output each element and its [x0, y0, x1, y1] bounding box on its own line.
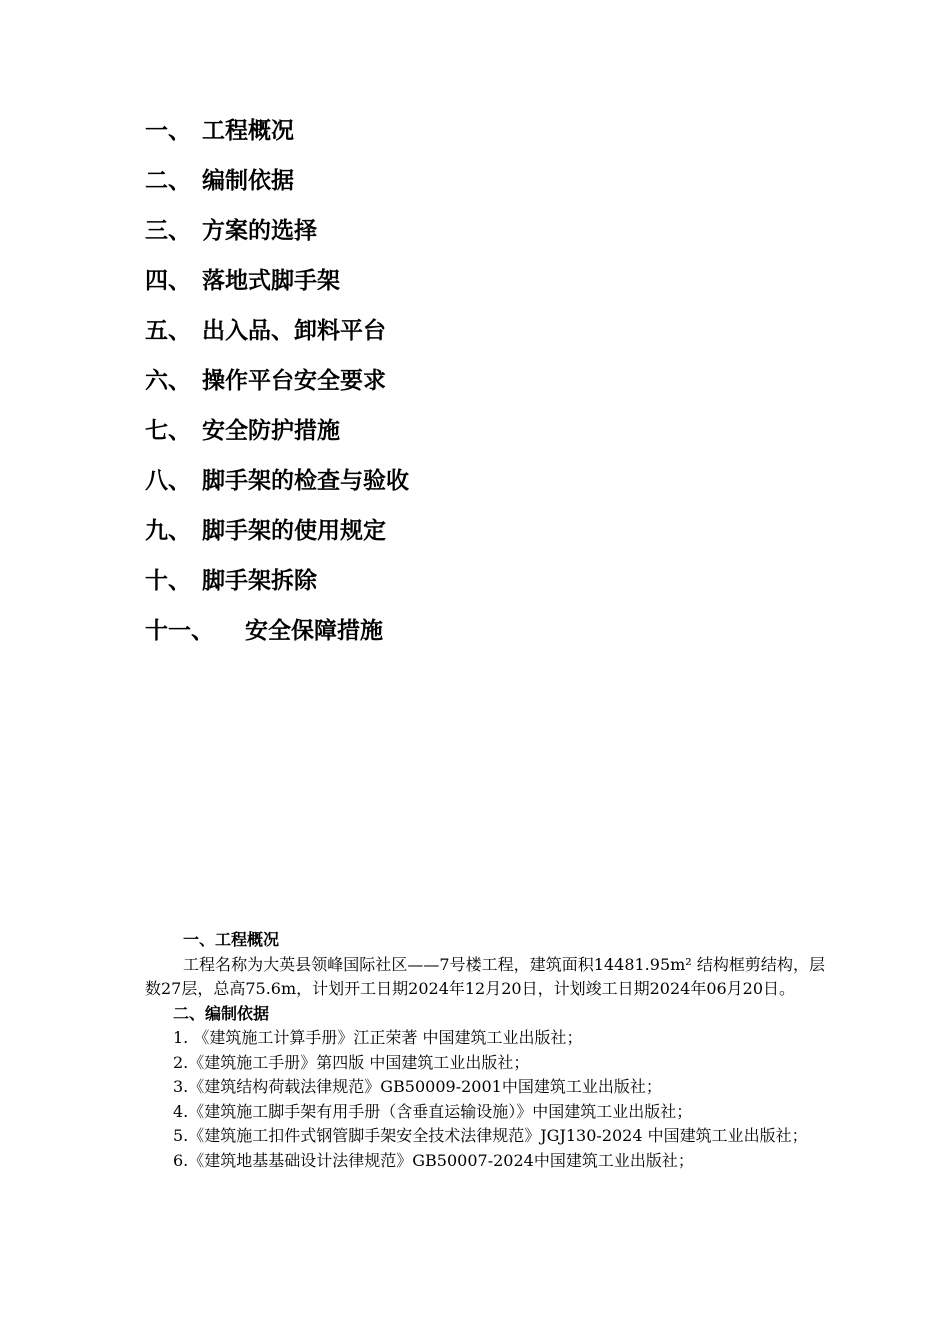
toc-item — [145, 212, 845, 262]
section-heading-basis: 二、编制依据 — [173, 1003, 270, 1023]
toc-title: 方案的选择 — [202, 218, 317, 244]
toc-number: 八、 — [145, 468, 191, 494]
toc-title: 脚手架的检查与验收 — [202, 468, 409, 494]
toc-title: 安全保障措施 — [245, 618, 383, 644]
toc-number: 五、 — [145, 318, 191, 344]
toc-item — [145, 112, 845, 162]
toc-title: 工程概况 — [202, 118, 294, 144]
toc-title: 脚手架拆除 — [202, 568, 317, 594]
toc-item — [145, 162, 845, 212]
toc-title: 操作平台安全要求 — [202, 368, 386, 394]
toc-number: 九、 — [145, 518, 191, 544]
toc-number: 六、 — [145, 368, 191, 394]
toc-item — [145, 612, 845, 662]
toc-item — [145, 262, 845, 312]
document-body — [145, 928, 825, 1173]
toc-title: 安全防护措施 — [202, 418, 340, 444]
reference-list-item: 1. 《建筑施工计算手册》江正荣著 中国建筑工业出版社； — [173, 1028, 583, 1047]
toc-number: 十、 — [145, 568, 191, 594]
reference-list-item: 4.《建筑施工脚手架有用手册（含垂直运输设施）》中国建筑工业出版社； — [173, 1101, 693, 1121]
toc-item — [145, 462, 845, 512]
toc-number: 一、 — [145, 118, 191, 144]
section-heading-overview: 一、工程概况 — [183, 930, 280, 949]
toc-number: 三、 — [145, 218, 191, 244]
reference-list-item: 3.《建筑结构荷载法律规范》GB50009-2001中国建筑工业出版社； — [173, 1077, 662, 1096]
reference-list-item: 2.《建筑施工手册》第四版 中国建筑工业出版社； — [173, 1052, 530, 1072]
reference-list-item: 6.《建筑地基基础设计法律规范》GB50007-2024中国建筑工业出版社； — [173, 1150, 694, 1170]
toc-title: 编制依据 — [202, 168, 294, 194]
toc-number: 二、 — [145, 168, 191, 194]
toc-item — [145, 312, 845, 362]
toc-title: 出入品、卸料平台 — [202, 318, 386, 344]
toc-number: 七、 — [145, 418, 191, 444]
toc-item — [145, 562, 845, 612]
toc-title: 脚手架的使用规定 — [202, 518, 386, 544]
reference-list-item: 5.《建筑施工扣件式钢管脚手架安全技术法律规范》JGJ130-2024 中国建筑工业出版社； — [173, 1126, 808, 1145]
toc-title: 落地式脚手架 — [202, 268, 340, 294]
toc-item — [145, 362, 845, 412]
toc-number: 四、 — [145, 268, 191, 294]
toc-number: 十一、 — [145, 618, 214, 644]
overview-paragraph: 工程名称为大英县领峰国际社区——7号楼工程，建筑面积14481.95m² 结构框剪结构，层数27层，总高75.6m，计划开工日期2024年12月20日，计划竣工日期2024年06月20日。 — [145, 954, 825, 998]
toc-item — [145, 412, 845, 462]
table-of-contents — [145, 112, 845, 662]
toc-item — [145, 512, 845, 562]
